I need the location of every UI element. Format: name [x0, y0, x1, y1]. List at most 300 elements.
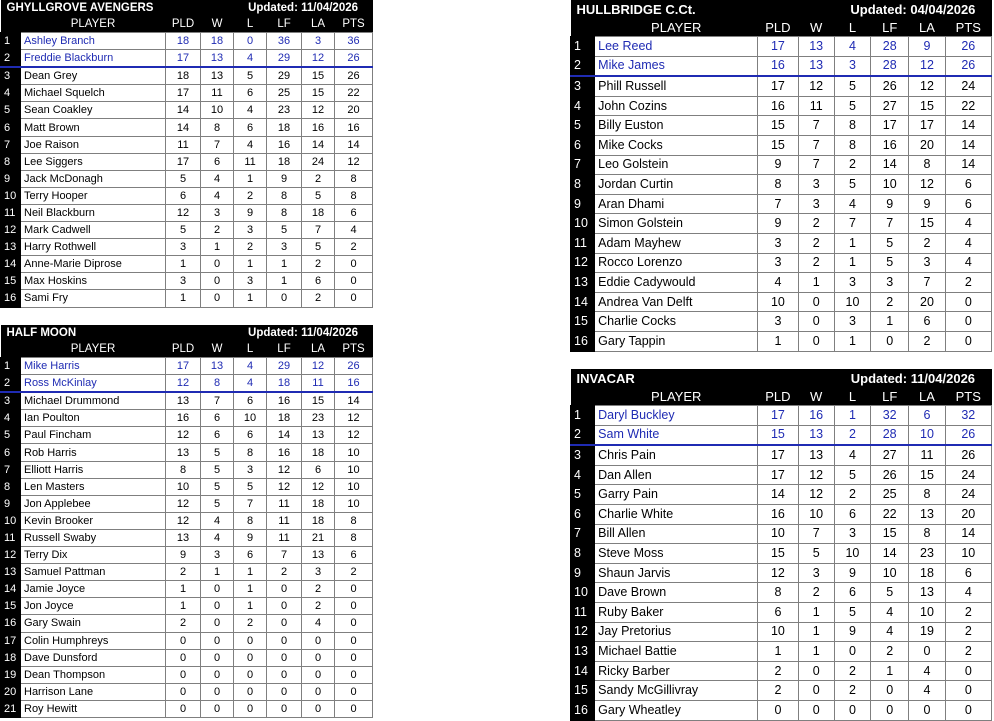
rank-cell: 1 [1, 33, 21, 50]
la-cell: 0 [909, 642, 945, 662]
w-cell: 0 [798, 312, 834, 332]
la-cell: 2 [302, 290, 335, 307]
rank-cell: 8 [571, 544, 595, 564]
table-row [571, 544, 992, 564]
player-column-header: PLAYER [21, 16, 166, 33]
w-cell: 5 [201, 444, 234, 461]
lf-cell: 0 [871, 681, 909, 701]
w-cell: 4 [201, 170, 234, 187]
pts-cell: 10 [335, 461, 373, 478]
pld-cell: 12 [758, 563, 798, 583]
pld-cell: 8 [166, 461, 201, 478]
lf-cell: 18 [267, 410, 302, 427]
l-cell: 0 [834, 700, 870, 720]
la-cell: 2 [909, 233, 945, 253]
player-name-cell: Mike James [595, 56, 758, 76]
player-name-cell: Charlie White [595, 504, 758, 524]
lf-column-header: LF [871, 387, 909, 406]
table-row [1, 358, 373, 375]
rank-cell: 7 [1, 136, 21, 153]
pts-column-header: PTS [945, 18, 991, 37]
la-cell: 12 [909, 175, 945, 195]
la-cell: 15 [302, 392, 335, 410]
w-cell: 12 [798, 465, 834, 485]
rank-cell: 15 [571, 681, 595, 701]
pld-column-header: PLD [758, 387, 798, 406]
lf-cell: 0 [267, 615, 302, 632]
pld-cell: 5 [166, 170, 201, 187]
w-cell: 3 [201, 547, 234, 564]
la-cell: 15 [909, 96, 945, 116]
pts-cell: 14 [945, 135, 991, 155]
pld-cell: 2 [758, 661, 798, 681]
table-row [571, 312, 992, 332]
pts-cell: 26 [945, 56, 991, 76]
pld-cell: 0 [166, 700, 201, 717]
pts-cell: 2 [945, 642, 991, 662]
l-cell: 7 [234, 495, 267, 512]
standings-table [0, 325, 373, 718]
lf-cell: 36 [267, 33, 302, 50]
pld-cell: 15 [758, 116, 798, 136]
pts-cell: 0 [945, 312, 991, 332]
league-title: HALF MOON [1, 325, 234, 341]
la-cell: 5 [302, 239, 335, 256]
player-name-cell: Dave Dunsford [21, 649, 166, 666]
lf-cell: 9 [871, 194, 909, 214]
pts-cell: 20 [335, 102, 373, 119]
table-row [1, 598, 373, 615]
l-cell: 4 [834, 37, 870, 57]
rank-cell: 7 [571, 155, 595, 175]
lf-cell: 0 [871, 700, 909, 720]
pld-cell: 0 [166, 683, 201, 700]
w-cell: 0 [201, 273, 234, 290]
l-cell: 4 [234, 136, 267, 153]
pts-cell: 16 [335, 119, 373, 136]
w-cell: 5 [201, 495, 234, 512]
table-row [571, 194, 992, 214]
table-row [571, 292, 992, 312]
pld-cell: 5 [166, 222, 201, 239]
pld-cell: 2 [758, 681, 798, 701]
table-row [571, 406, 992, 426]
w-cell: 3 [798, 194, 834, 214]
l-cell: 0 [834, 642, 870, 662]
lf-cell: 4 [871, 602, 909, 622]
pld-cell: 11 [166, 136, 201, 153]
player-name-cell: Max Hoskins [21, 273, 166, 290]
updated-date: Updated: 04/04/2026 [834, 0, 991, 18]
pld-cell: 7 [758, 194, 798, 214]
w-cell: 5 [201, 478, 234, 495]
w-cell: 0 [201, 649, 234, 666]
rank-column-header [571, 18, 595, 37]
player-name-cell: Mike Cocks [595, 135, 758, 155]
pts-cell: 14 [335, 392, 373, 410]
pld-cell: 0 [166, 632, 201, 649]
table-row [1, 700, 373, 717]
l-cell: 0 [234, 700, 267, 717]
pld-cell: 17 [758, 37, 798, 57]
rank-cell: 4 [571, 96, 595, 116]
table-row [571, 135, 992, 155]
rank-cell: 7 [1, 461, 21, 478]
pld-cell: 17 [166, 85, 201, 102]
pts-cell: 2 [335, 564, 373, 581]
player-name-cell: Jon Joyce [21, 598, 166, 615]
la-cell: 13 [302, 547, 335, 564]
rank-cell: 6 [571, 135, 595, 155]
w-cell: 0 [201, 700, 234, 717]
table-row [1, 649, 373, 666]
table-row [1, 512, 373, 529]
rank-cell: 10 [1, 187, 21, 204]
la-cell: 13 [302, 427, 335, 444]
l-column-header: L [234, 16, 267, 33]
player-name-cell: Leo Golstein [595, 155, 758, 175]
rank-column-header [1, 16, 21, 33]
pts-cell: 14 [945, 116, 991, 136]
pts-cell: 6 [945, 175, 991, 195]
la-cell: 4 [909, 661, 945, 681]
rank-cell: 3 [571, 445, 595, 465]
rank-cell: 10 [1, 512, 21, 529]
table-row [1, 392, 373, 410]
la-cell: 0 [302, 632, 335, 649]
lf-cell: 0 [267, 598, 302, 615]
standings-table [570, 0, 992, 352]
league-table-invacar [570, 369, 992, 721]
player-name-cell: Russell Swaby [21, 529, 166, 546]
la-cell: 2 [302, 598, 335, 615]
pld-cell: 17 [166, 153, 201, 170]
pld-cell: 18 [166, 33, 201, 50]
player-name-cell: Michael Battie [595, 642, 758, 662]
l-cell: 6 [834, 504, 870, 524]
player-name-cell: Paul Fincham [21, 427, 166, 444]
pld-cell: 16 [166, 410, 201, 427]
lf-cell: 0 [267, 666, 302, 683]
la-cell: 7 [302, 222, 335, 239]
table-row [571, 155, 992, 175]
rank-cell: 10 [571, 583, 595, 603]
table-row [1, 478, 373, 495]
l-cell: 5 [834, 76, 870, 96]
table-row [1, 666, 373, 683]
player-name-cell: Mike Harris [21, 358, 166, 375]
table-row [1, 33, 373, 50]
l-cell: 6 [234, 85, 267, 102]
l-cell: 2 [234, 615, 267, 632]
pts-cell: 0 [335, 615, 373, 632]
pld-cell: 9 [758, 155, 798, 175]
rank-column-header [1, 341, 21, 358]
player-name-cell: Daryl Buckley [595, 406, 758, 426]
league-table-half-moon [0, 325, 372, 718]
pts-column-header: PTS [335, 341, 373, 358]
column-header-row [571, 387, 992, 406]
pts-cell: 10 [945, 544, 991, 564]
pld-cell: 17 [758, 465, 798, 485]
rank-cell: 14 [571, 661, 595, 681]
pts-cell: 0 [335, 581, 373, 598]
pld-cell: 3 [758, 253, 798, 273]
lf-cell: 5 [871, 233, 909, 253]
lf-cell: 29 [267, 358, 302, 375]
w-cell: 13 [798, 425, 834, 445]
l-cell: 9 [834, 563, 870, 583]
league-header [571, 369, 992, 387]
la-cell: 6 [302, 461, 335, 478]
lf-cell: 0 [267, 632, 302, 649]
player-name-cell: Jack McDonagh [21, 170, 166, 187]
rank-cell: 6 [1, 119, 21, 136]
w-cell: 10 [201, 102, 234, 119]
updated-date: Updated: 11/04/2026 [834, 369, 991, 387]
table-row [1, 683, 373, 700]
la-cell: 14 [302, 136, 335, 153]
rank-cell: 9 [1, 170, 21, 187]
player-name-cell: Roy Hewitt [21, 700, 166, 717]
w-cell: 6 [201, 153, 234, 170]
lf-cell: 16 [267, 136, 302, 153]
lf-cell: 25 [267, 85, 302, 102]
lf-cell: 3 [267, 239, 302, 256]
l-cell: 8 [834, 116, 870, 136]
player-name-cell: Aran Dhami [595, 194, 758, 214]
rank-cell: 2 [571, 425, 595, 445]
table-row [571, 233, 992, 253]
pts-cell: 4 [945, 583, 991, 603]
la-cell: 11 [302, 375, 335, 393]
pts-cell: 24 [945, 485, 991, 505]
w-cell: 1 [798, 273, 834, 293]
w-cell: 12 [798, 485, 834, 505]
rank-cell: 12 [1, 222, 21, 239]
l-cell: 2 [834, 425, 870, 445]
player-name-cell: Freddie Blackburn [21, 50, 166, 68]
table-row [1, 529, 373, 546]
la-cell: 3 [909, 253, 945, 273]
pts-cell: 8 [335, 170, 373, 187]
rank-cell: 5 [1, 102, 21, 119]
player-name-cell: Simon Golstein [595, 214, 758, 234]
pts-cell: 26 [335, 50, 373, 68]
pld-cell: 2 [166, 615, 201, 632]
l-cell: 10 [834, 544, 870, 564]
w-cell: 7 [798, 155, 834, 175]
pld-cell: 17 [758, 445, 798, 465]
pld-cell: 12 [166, 495, 201, 512]
l-cell: 6 [234, 119, 267, 136]
pld-cell: 18 [166, 67, 201, 85]
player-name-cell: Joe Raison [21, 136, 166, 153]
lf-column-header: LF [267, 16, 302, 33]
player-name-cell: Lee Siggers [21, 153, 166, 170]
pts-cell: 0 [335, 700, 373, 717]
pld-cell: 16 [758, 56, 798, 76]
w-cell: 7 [798, 524, 834, 544]
lf-cell: 9 [267, 170, 302, 187]
pld-cell: 9 [166, 547, 201, 564]
pld-cell: 8 [758, 175, 798, 195]
rank-cell: 17 [1, 632, 21, 649]
la-cell: 0 [302, 666, 335, 683]
rank-cell: 16 [1, 615, 21, 632]
lf-cell: 27 [871, 445, 909, 465]
la-cell: 21 [302, 529, 335, 546]
player-name-cell: Steve Moss [595, 544, 758, 564]
w-cell: 0 [201, 581, 234, 598]
pld-column-header: PLD [166, 16, 201, 33]
l-cell: 9 [234, 529, 267, 546]
pts-cell: 0 [945, 681, 991, 701]
league-table-hullbridge [570, 0, 992, 352]
league-title: GHYLLGROVE AVENGERS [1, 0, 234, 16]
lf-cell: 7 [267, 547, 302, 564]
player-name-cell: Terry Hooper [21, 187, 166, 204]
table-row [1, 581, 373, 598]
l-cell: 0 [234, 666, 267, 683]
lf-cell: 16 [267, 444, 302, 461]
pld-cell: 3 [758, 233, 798, 253]
table-row [571, 445, 992, 465]
player-name-cell: Shaun Jarvis [595, 563, 758, 583]
la-cell: 3 [302, 33, 335, 50]
w-cell: 11 [201, 85, 234, 102]
rank-cell: 13 [1, 239, 21, 256]
pld-cell: 1 [166, 256, 201, 273]
pld-cell: 1 [166, 598, 201, 615]
pld-cell: 10 [758, 524, 798, 544]
lf-cell: 18 [267, 375, 302, 393]
w-cell: 0 [201, 256, 234, 273]
pts-cell: 12 [335, 410, 373, 427]
table-row [1, 67, 373, 85]
l-cell: 0 [234, 649, 267, 666]
la-cell: 8 [909, 485, 945, 505]
w-cell: 0 [798, 681, 834, 701]
pld-cell: 17 [758, 76, 798, 96]
pts-cell: 36 [335, 33, 373, 50]
pts-cell: 6 [335, 547, 373, 564]
lf-cell: 5 [871, 253, 909, 273]
pts-cell: 0 [335, 632, 373, 649]
player-name-cell: Ian Poulton [21, 410, 166, 427]
player-name-cell: Gary Swain [21, 615, 166, 632]
lf-cell: 28 [871, 37, 909, 57]
rank-cell: 13 [571, 273, 595, 293]
rank-cell: 12 [571, 253, 595, 273]
pld-column-header: PLD [758, 18, 798, 37]
pts-cell: 8 [335, 529, 373, 546]
l-column-header: L [234, 341, 267, 358]
pts-column-header: PTS [945, 387, 991, 406]
l-cell: 5 [834, 465, 870, 485]
pts-cell: 26 [335, 67, 373, 85]
l-cell: 1 [234, 170, 267, 187]
pts-cell: 22 [945, 96, 991, 116]
pts-cell: 10 [335, 495, 373, 512]
table-row [571, 504, 992, 524]
lf-cell: 2 [871, 292, 909, 312]
l-cell: 3 [834, 524, 870, 544]
l-cell: 2 [234, 239, 267, 256]
pld-cell: 6 [166, 187, 201, 204]
rank-cell: 1 [571, 37, 595, 57]
table-row [1, 273, 373, 290]
w-cell: 0 [201, 632, 234, 649]
w-cell: 5 [201, 461, 234, 478]
rank-cell: 4 [571, 465, 595, 485]
l-cell: 5 [834, 96, 870, 116]
table-row [1, 547, 373, 564]
player-name-cell: Charlie Cocks [595, 312, 758, 332]
lf-cell: 26 [871, 465, 909, 485]
l-cell: 5 [834, 175, 870, 195]
la-cell: 12 [302, 478, 335, 495]
table-row [1, 375, 373, 393]
la-cell: 0 [302, 700, 335, 717]
standings-table [0, 0, 373, 308]
la-cell: 16 [302, 119, 335, 136]
rank-cell: 16 [571, 700, 595, 720]
table-row [571, 253, 992, 273]
la-cell: 12 [909, 56, 945, 76]
rank-cell: 8 [1, 478, 21, 495]
rank-cell: 7 [571, 524, 595, 544]
lf-cell: 17 [871, 116, 909, 136]
pts-cell: 0 [335, 683, 373, 700]
league-table-ghyllgrove [0, 0, 372, 308]
player-name-cell: Mark Cadwell [21, 222, 166, 239]
lf-cell: 14 [267, 427, 302, 444]
player-name-cell: Ruby Baker [595, 602, 758, 622]
pts-cell: 0 [335, 649, 373, 666]
pld-cell: 1 [758, 642, 798, 662]
l-cell: 0 [234, 33, 267, 50]
w-cell: 7 [201, 136, 234, 153]
player-name-cell: Harrison Lane [21, 683, 166, 700]
pld-cell: 0 [758, 700, 798, 720]
w-cell: 3 [798, 563, 834, 583]
rank-cell: 1 [571, 406, 595, 426]
w-cell: 1 [798, 622, 834, 642]
rank-cell: 8 [1, 153, 21, 170]
pts-cell: 26 [335, 358, 373, 375]
pts-column-header: PTS [335, 16, 373, 33]
player-name-cell: Jay Pretorius [595, 622, 758, 642]
lf-cell: 12 [267, 478, 302, 495]
pld-cell: 3 [758, 312, 798, 332]
w-cell: 18 [201, 33, 234, 50]
l-cell: 8 [834, 135, 870, 155]
player-name-cell: Rob Harris [21, 444, 166, 461]
w-cell: 0 [798, 700, 834, 720]
table-row [1, 136, 373, 153]
player-name-cell: Dan Allen [595, 465, 758, 485]
lf-cell: 5 [267, 222, 302, 239]
la-cell: 3 [302, 564, 335, 581]
la-cell: 18 [302, 204, 335, 221]
w-cell: 0 [201, 683, 234, 700]
player-name-cell: Harry Rothwell [21, 239, 166, 256]
pld-cell: 12 [166, 375, 201, 393]
pld-cell: 15 [758, 544, 798, 564]
player-name-cell: Andrea Van Delft [595, 292, 758, 312]
la-cell: 4 [302, 615, 335, 632]
